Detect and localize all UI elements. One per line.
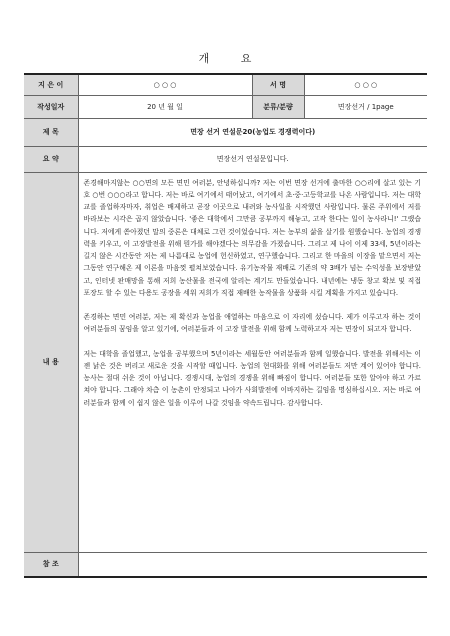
summary-value: 면장선거 연설문입니다. xyxy=(78,146,427,172)
row-speaker xyxy=(24,74,427,95)
row-content xyxy=(24,172,427,552)
subject-value: 면장 선거 연설문20(농업도 경쟁력이다) xyxy=(78,118,427,146)
secretary-value: ○ ○ ○ xyxy=(304,74,427,95)
secretary-label: 서 명 xyxy=(252,74,304,95)
summary-form xyxy=(24,73,427,578)
content-label: 내 용 xyxy=(24,172,78,552)
content-paragraph-2: 존경하는 면민 여러분, 저는 제 확신과 농업을 애열하는 마음으로 이 자리에 섰습니다. 제가 이루고자 하는 것이 여러분들의 꿈임을 알고 있기에, 여러분들과 이 고장 발전을 위해 함께 노력하고자 저는 면장이 되고자 합니다. xyxy=(83,313,421,334)
content-paragraph-1: 존경해마지않는 ○○면의 모든 면민 여러분, 안녕하십니까? 저는 이번 면장 선거에 출마한 ○○리에 살고 있는 기호 ○번 ○○○라고 합니다. 저는 바로 여기에서 태어났고, 여기에서 초·중·고등학교를 나온 사람입니다. 저는 대학교를 졸업하자마자, 취업은 배제하고 곧장 이곳으로 내려와 농사일을 시작했던 사람입니다. 물론 주위에서 저를 바라보는 시각은 곱지 않았습니다. '좋은 대학에서 그만큼 공부까지 해놓고, 고작 한다는 일이 농사라니!' 그랬습니다. 저에게 쏟아졌던 말의 중론은 대체로 그런 것이었습니다. 저는 농부의 삶을 살기를 원했습니다. 농업의 경쟁력을 키우고, 이 고장발전을 위해 뭔가를 해야겠다는 의무감을 가졌습니다. 그리고 제 나이 이제 33세, 5년이라는 길지 않은 시간동안 저는 제 나름대로 농업에 헌신하였고, 연구했습니다. 그리고 한 마을의 이장을 맡으면서 저는 그동안 연구해온 제 이론을 마음껏 펼쳐보였습니다. 유기농작물 재배로 기존의 약 3배가 넘는 수익성을 보장받았고, 인터넷 판매망을 통해 저희 농산물을 전국에 알리는 계기도 만들었습니다. 내년에는 냉동 창고 확보 및 직접 포장도 할 수 있는 다용도 공장을 세워 저희가 직접 재배한 농작물을 상품화 시킬 계획을 가지고 있습니다. xyxy=(83,178,421,297)
date-label: 작성일자 xyxy=(24,95,78,118)
summary-label: 요 약 xyxy=(24,146,78,172)
content-paragraph-3: 저는 대학을 졸업했고, 농업을 공부했으며 5년이라는 세월동안 여러분들과 함께 일했습니다. 발전을 위해서는 이젠 낡은 것은 버리고 새로운 것을 시작할 때입니다. 농업의 현대화를 위해 여러분들도 저만 계어 있어야 합니다. 농사는 절대 쉬운 것이 아닙니다. 경쟁시대, 농업의 경쟁을 위해 빠짐이 합니다. 여러분들 또한 알아야 하고 가르쳐야 합니다. 그래야 차츰 이 농촌이 안정되고 나아가 사회발전에 이바지하는 길임을 명심하십시오. 저는 바로 여러분들과 함께 이 쉽지 않은 일을 이루어 나갈 것임을 약속드립니다. 감사합니다. xyxy=(83,349,421,407)
speaker-label: 지 은 이 xyxy=(24,74,78,95)
subject-label: 제 목 xyxy=(24,118,78,146)
category-label: 분류/분량 xyxy=(252,95,304,118)
row-summary xyxy=(24,146,427,172)
date-value: 20 년 월 일 xyxy=(78,95,252,118)
content-body xyxy=(78,172,427,552)
reference-value xyxy=(78,552,427,577)
speaker-value: ○ ○ ○ xyxy=(78,74,252,95)
row-date xyxy=(24,95,427,118)
row-subject xyxy=(24,118,427,146)
row-reference xyxy=(24,552,427,577)
category-value: 면장선거 / 1page xyxy=(304,95,427,118)
reference-label: 참 조 xyxy=(24,552,78,577)
page-title: 개 요 xyxy=(198,52,266,65)
